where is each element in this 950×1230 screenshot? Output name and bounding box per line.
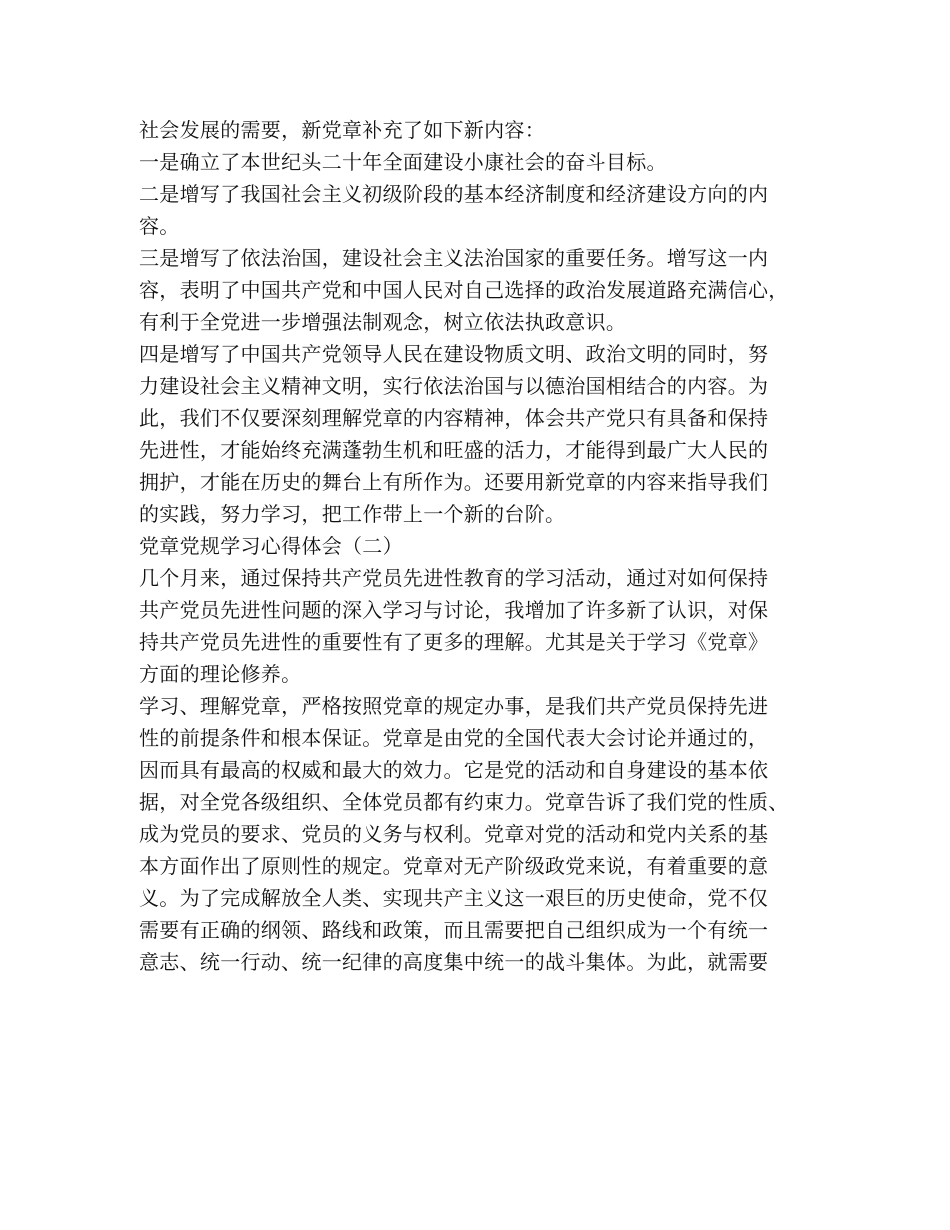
- text-line: 一是确立了本世纪头二十年全面建设小康社会的奋斗目标。: [139, 150, 667, 174]
- text-line: 性的前提条件和根本保证。党章是由党的全国代表大会讨论并通过的，: [139, 726, 769, 750]
- text-line: 意志、统一行动、统一纪律的高度集中统一的战斗集体。为此，就需要: [139, 950, 769, 974]
- text-line: 学习、理解党章，严格按照党章的规定办事，是我们共产党员保持先进: [139, 694, 769, 718]
- text-line: 几个月来，通过保持共产党员先进性教育的学习活动，通过对如何保持: [139, 566, 769, 590]
- text-line: 的实践，努力学习，把工作带上一个新的台阶。: [139, 502, 566, 526]
- text-line: 此，我们不仅要深刻理解党章的内容精神，体会共产党只有具备和保持: [139, 406, 769, 430]
- text-line: 需要有正确的纲领、路线和政策，而且需要把自己组织成为一个有统一: [139, 918, 769, 942]
- text-line: 成为党员的要求、党员的义务与权利。党章对党的活动和党内关系的基: [139, 822, 769, 846]
- text-line: 力建设社会主义精神文明，实行依法治国与以德治国相结合的内容。为: [139, 374, 769, 398]
- text-line: 因而具有最高的权威和最大的效力。它是党的活动和自身建设的基本依: [139, 758, 769, 782]
- text-line: 容。: [139, 214, 180, 238]
- text-line: 拥护，才能在历史的舞台上有所作为。还要用新党章的内容来指导我们: [139, 470, 769, 494]
- text-line: 据，对全党各级组织、全体党员都有约束力。党章告诉了我们党的性质、: [139, 790, 789, 814]
- text-line: 先进性，才能始终充满蓬勃生机和旺盛的活力，才能得到最广大人民的: [139, 438, 769, 462]
- text-line: 共产党员先进性问题的深入学习与讨论，我增加了许多新了认识，对保: [139, 598, 769, 622]
- document-body: [139, 114, 839, 978]
- text-line: 持共产党员先进性的重要性有了更多的理解。尤其是关于学习《党章》: [139, 630, 769, 654]
- text-line: 有利于全党进一步增强法制观念，树立依法执政意识。: [139, 310, 627, 334]
- text-line: 社会发展的需要，新党章补充了如下新内容：: [139, 118, 545, 142]
- text-line: 四是增写了中国共产党领导人民在建设物质文明、政治文明的同时，努: [139, 342, 769, 366]
- text-line: 本方面作出了原则性的规定。党章对无产阶级政党来说，有着重要的意: [139, 854, 769, 878]
- text-line: 二是增写了我国社会主义初级阶段的基本经济制度和经济建设方向的内: [139, 182, 769, 206]
- text-line: 方面的理论修养。: [139, 662, 302, 686]
- text-line: 容，表明了中国共产党和中国人民对自己选择的政治发展道路充满信心，: [139, 278, 789, 302]
- section-heading: 党章党规学习心得体会（二）: [139, 534, 403, 558]
- text-line: 三是增写了依法治国，建设社会主义法治国家的重要任务。增写这一内: [139, 246, 769, 270]
- text-line: 义。为了完成解放全人类、实现共产主义这一艰巨的历史使命，党不仅: [139, 886, 769, 910]
